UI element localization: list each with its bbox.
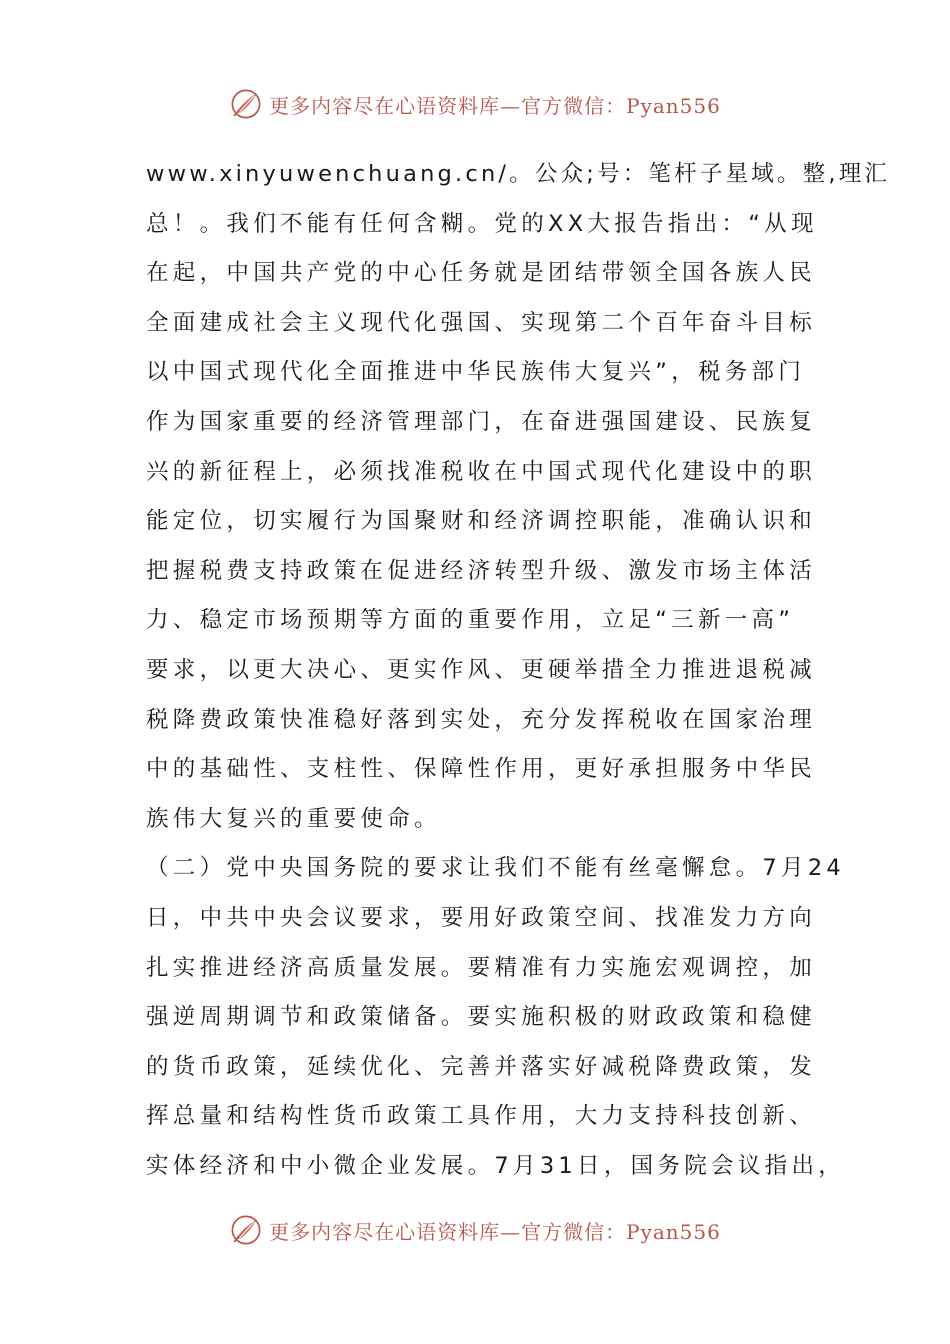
text-line: 强逆周期调节和政策储备。要实施积极的财政政策和稳健 xyxy=(146,1004,817,1031)
text-line: 要求，以更大决心、更实作风、更硬举措全力推进退税减 xyxy=(146,656,817,683)
text-line: 实体经济和中小微企业发展。7月31日，国务院会议指出， xyxy=(146,1152,846,1179)
document-body xyxy=(146,150,891,1191)
text-line: 中的基础性、支柱性、保障性作用，更好承担服务中华民 xyxy=(146,756,817,783)
feather-pen-icon xyxy=(229,1213,263,1247)
footer-banner-text: 更多内容尽在心语资料库—官方微信：Pyan556 xyxy=(269,1219,721,1244)
text-line: 挥总量和结构性货币政策工具作用，大力支持科技创新、 xyxy=(146,1103,817,1130)
text-line: 把握税费支持政策在促进经济转型升级、激发市场主体活 xyxy=(146,557,817,584)
header-banner-text: 更多内容尽在心语资料库—官方微信：Pyan556 xyxy=(269,93,721,118)
text-line: 力、稳定市场预期等方面的重要作用，立足“三新一高” xyxy=(146,607,795,634)
text-line: www.xinyuwenchuang.cn/。公众;号：笔杆子星域。整,理汇 xyxy=(146,161,891,187)
text-line: 以中国式现代化全面推进中华民族伟大复兴”，税务部门 xyxy=(146,359,806,386)
text-line: 总！。我们不能有任何含糊。党的XX大报告指出：“从现 xyxy=(146,210,818,237)
text-line: 兴的新征程上，必须找准税收在中国式现代化建设中的职 xyxy=(146,458,817,485)
text-line: 作为国家重要的经济管理部门，在奋进强国建设、民族复 xyxy=(146,408,817,435)
text-line: 税降费政策快准稳好落到实处，充分发挥税收在国家治理 xyxy=(146,706,817,733)
text-line: 全面建成社会主义现代化强国、实现第二个百年奋斗目标 xyxy=(146,309,817,336)
feather-pen-icon xyxy=(229,87,263,121)
text-line: 扎实推进经济高质量发展。要精准有力实施宏观调控，加 xyxy=(146,954,817,981)
text-line: 日，中共中央会议要求，要用好政策空间、找准发力方向 xyxy=(146,904,817,931)
text-line: 族伟大复兴的重要使命。 xyxy=(146,805,441,832)
text-line: 在起，中国共产党的中心任务就是团结带领全国各族人民 xyxy=(146,260,817,287)
text-line: （二）党中央国务院的要求让我们不能有丝毫懈怠。7月24 xyxy=(146,855,846,882)
text-line: 能定位，切实履行为国聚财和经济调控职能，准确认识和 xyxy=(146,508,817,535)
footer-banner xyxy=(0,1210,950,1250)
header-banner xyxy=(0,84,950,124)
text-line: 的货币政策，延续优化、完善并落实好减税降费政策，发 xyxy=(146,1053,817,1080)
